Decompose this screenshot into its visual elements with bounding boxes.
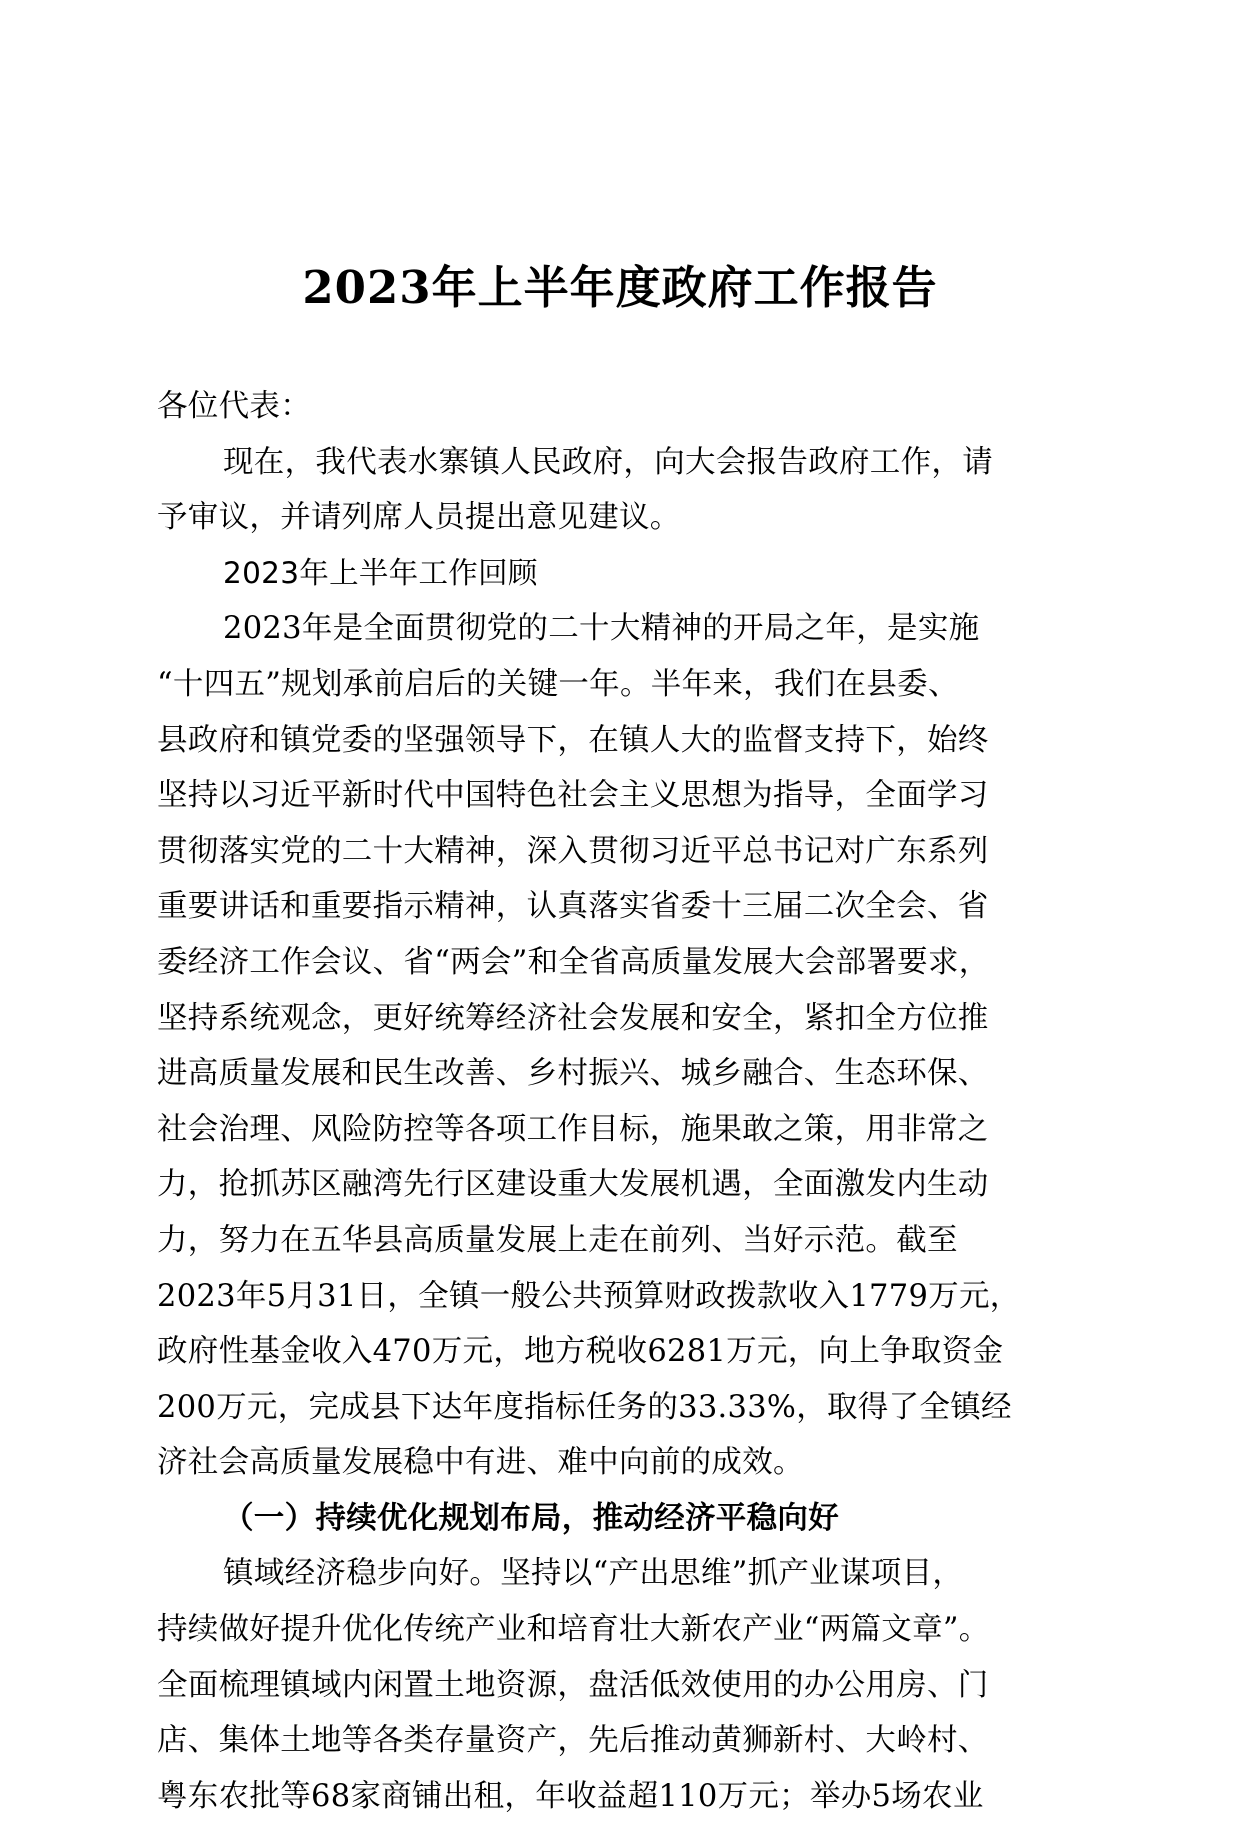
paragraph-line: 粤东农批等68家商铺出租，年收益超110万元；举办5场农业 — [157, 1778, 984, 1814]
paragraph-line: 政府性基金收入470万元，地方税收6281万元，向上争取资金 — [157, 1334, 1004, 1370]
paragraph-line: 坚持系统观念，更好统筹经济社会发展和安全，紧扣全方位推 — [157, 1000, 989, 1036]
document-title: 2023年上半年度政府工作报告 — [302, 261, 938, 314]
paragraph-line: 坚持以习近平新时代中国特色社会主义思想为指导，全面学习 — [157, 778, 989, 814]
paragraph-line: 全面梳理镇域内闲置土地资源，盘活低效使用的办公用房、门 — [157, 1667, 989, 1703]
paragraph-line: 进高质量发展和民生改善、乡村振兴、城乡融合、生态环保、 — [157, 1056, 989, 1092]
paragraph-line: 2023年5月31日，全镇一般公共预算财政拨款收入1779万元， — [157, 1278, 1021, 1314]
subsection-heading: （一）持续优化规划布局，推动经济平稳向好 — [223, 1499, 839, 1536]
paragraph-line: 济社会高质量发展稳中有进、难中向前的成效。 — [157, 1445, 804, 1481]
paragraph-line: 店、集体土地等各类存量资产，先后推动黄狮新村、大岭村、 — [157, 1723, 989, 1759]
paragraph-line: 县政府和镇党委的坚强领导下，在镇人大的监督支持下，始终 — [157, 722, 989, 758]
paragraph-line: 社会治理、风险防控等各项工作目标，施果敢之策，用非常之 — [157, 1111, 989, 1147]
paragraph-line: 予审议，并请列席人员提出意见建议。 — [157, 500, 681, 536]
document-body — [157, 379, 1087, 1824]
paragraph-line: 贯彻落实党的二十大精神，深入贯彻习近平总书记对广东系列 — [157, 833, 989, 869]
paragraph-line: 委经济工作会议、省“两会”和全省高质量发展大会部署要求， — [157, 944, 990, 980]
paragraph-line: 200万元，完成县下达年度指标任务的33.33%，取得了全镇经 — [157, 1389, 1012, 1425]
paragraph-line: 持续做好提升优化传统产业和培育壮大新农产业“两篇文章”。 — [157, 1612, 990, 1648]
paragraph-line: 力，努力在五华县高质量发展上走在前列、当好示范。截至 — [157, 1222, 958, 1258]
paragraph-line: 2023年是全面贯彻党的二十大精神的开局之年，是实施 — [223, 611, 980, 647]
salutation: 各位代表： — [157, 389, 311, 424]
section-heading: 2023年上半年工作回顾 — [223, 555, 538, 590]
paragraph-line: 镇域经济稳步向好。坚持以“产出思维”抓产业谋项目， — [223, 1556, 964, 1592]
paragraph-line: 现在，我代表水寨镇人民政府，向大会报告政府工作，请 — [223, 444, 993, 480]
paragraph-line: “十四五”规划承前启后的关键一年。半年来，我们在县委、 — [157, 666, 959, 702]
paragraph-line: 力，抢抓苏区融湾先行区建设重大发展机遇，全面激发内生动 — [157, 1167, 989, 1203]
paragraph-line: 重要讲话和重要指示精神，认真落实省委十三届二次全会、省 — [157, 889, 989, 925]
